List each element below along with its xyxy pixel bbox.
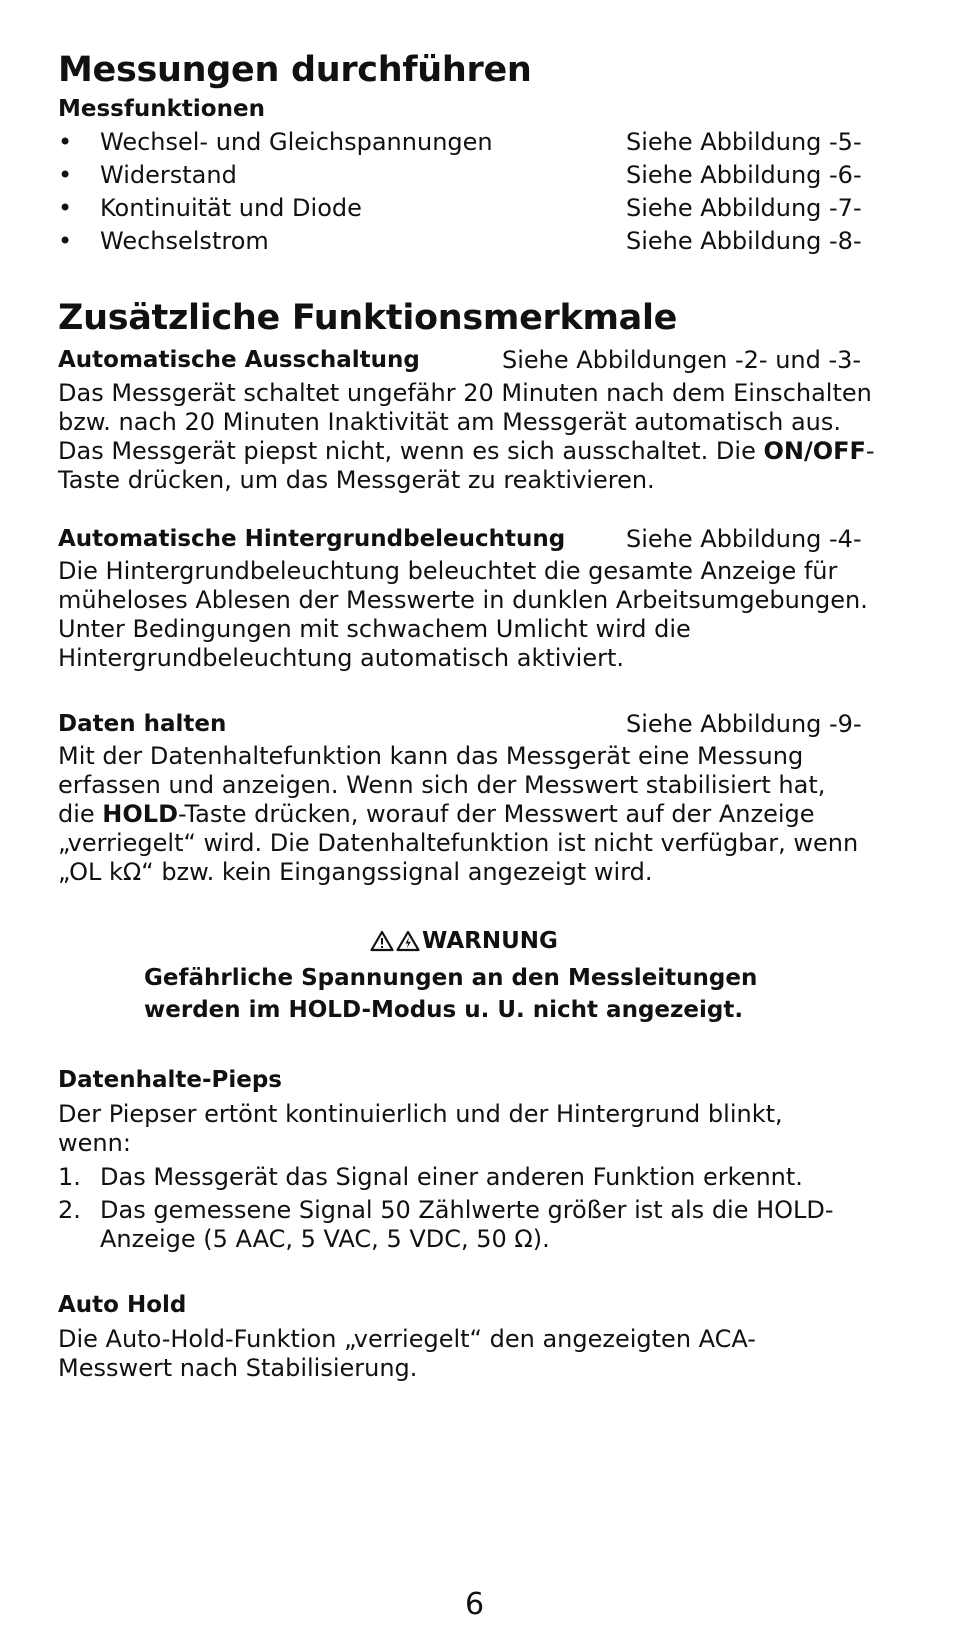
bullet: • <box>58 194 73 222</box>
heading-backlight: Automatische Hintergrundbeleuchtung <box>58 526 566 552</box>
text-run: - <box>865 437 875 465</box>
text-line <box>58 800 908 829</box>
figure-reference: Siehe Abbildung -7- <box>626 194 862 222</box>
list-item-text: Anzeige (5 AAC, 5 VAC, 5 VDC, 50 Ω). <box>100 1225 550 1253</box>
list-number: 1. <box>58 1163 81 1191</box>
list-item-text: Das gemessene Signal 50 Zählwerte größer ist als die HOLD- <box>100 1196 834 1224</box>
text-line: wenn: <box>58 1129 131 1157</box>
key-name-on-off: ON/OFF <box>763 437 866 465</box>
paragraph-auto-hold <box>58 1325 908 1383</box>
paragraph-auto-off <box>58 379 908 495</box>
text-line: müheloses Ablesen der Messwerte in dunklen Arbeitsumgebungen. <box>58 586 868 614</box>
figure-reference: Siehe Abbildung -4- <box>626 525 862 553</box>
text-line: Die Auto-Hold-Funktion „verriegelt“ den angezeigten ACA- <box>58 1325 756 1353</box>
text-line: Gefährliche Spannungen an den Messleitungen <box>144 965 758 991</box>
warning-triangle-icon <box>370 930 394 952</box>
text-line: erfassen und anzeigen. Wenn sich der Messwert stabilisiert hat, <box>58 771 826 799</box>
list-item-label: Wechsel- und Gleichspannungen <box>100 128 493 156</box>
text-line <box>58 437 908 466</box>
paragraph-hold-beep <box>58 1100 908 1158</box>
electric-hazard-icon <box>396 930 420 952</box>
text-line: Unter Bedingungen mit schwachem Umlicht wird die <box>58 615 691 643</box>
text-line: werden im HOLD-Modus u. U. nicht angezeigt. <box>144 997 744 1023</box>
heading-auto-hold: Auto Hold <box>58 1292 187 1318</box>
figure-reference: Siehe Abbildung -9- <box>626 710 862 738</box>
list-item-label: Widerstand <box>100 161 237 189</box>
text-line: bzw. nach 20 Minuten Inaktivität am Messgerät automatisch aus. <box>58 408 842 436</box>
heading-data-hold: Daten halten <box>58 711 227 737</box>
list-number: 2. <box>58 1196 81 1224</box>
text-line: Taste drücken, um das Messgerät zu reaktivieren. <box>58 466 655 494</box>
section-title-measurements: Messungen durchführen <box>58 50 532 90</box>
list-item-text: Das Messgerät das Signal einer anderen Funktion erkennt. <box>100 1163 803 1191</box>
bullet: • <box>58 161 73 189</box>
text-line: Hintergrundbeleuchtung automatisch aktiviert. <box>58 644 624 672</box>
text-line: Die Hintergrundbeleuchtung beleuchtet die gesamte Anzeige für <box>58 557 838 585</box>
paragraph-data-hold <box>58 742 908 887</box>
text-line: „verriegelt“ wird. Die Datenhaltefunktion ist nicht verfügbar, wenn <box>58 829 859 857</box>
text-line: Das Messgerät schaltet ungefähr 20 Minuten nach dem Einschalten <box>58 379 872 407</box>
paragraph-backlight <box>58 557 908 673</box>
text-run: die <box>58 800 103 828</box>
figure-reference: Siehe Abbildung -8- <box>626 227 862 255</box>
subtitle-measurement-functions: Messfunktionen <box>58 96 265 122</box>
list-item-label: Kontinuität und Diode <box>100 194 362 222</box>
heading-auto-off: Automatische Ausschaltung <box>58 347 420 373</box>
figure-reference: Siehe Abbildungen -2- und -3- <box>502 346 862 374</box>
text-line: Mit der Datenhaltefunktion kann das Messgerät eine Messung <box>58 742 804 770</box>
text-line: Der Piepser ertönt kontinuierlich und der Hintergrund blinkt, <box>58 1100 783 1128</box>
text-run: -Taste drücken, worauf der Messwert auf der Anzeige <box>178 800 815 828</box>
section-title-additional-features: Zusätzliche Funktionsmerkmale <box>58 298 678 338</box>
list-item-label: Wechselstrom <box>100 227 269 255</box>
warning-text <box>144 962 757 1026</box>
text-run: Das Messgerät piepst nicht, wenn es sich ausschaltet. Die <box>58 437 764 465</box>
warning-title <box>370 928 558 954</box>
text-line: Messwert nach Stabilisierung. <box>58 1354 418 1382</box>
text-line: „OL kΩ“ bzw. kein Eingangssignal angezeigt wird. <box>58 858 653 886</box>
figure-reference: Siehe Abbildung -5- <box>626 128 862 156</box>
warning-label: WARNUNG <box>422 928 558 954</box>
heading-hold-beep: Datenhalte-Pieps <box>58 1067 282 1093</box>
figure-reference: Siehe Abbildung -6- <box>626 161 862 189</box>
bullet: • <box>58 227 73 255</box>
key-name-hold: HOLD <box>102 800 178 828</box>
bullet: • <box>58 128 73 156</box>
page-number: 6 <box>465 1587 485 1622</box>
